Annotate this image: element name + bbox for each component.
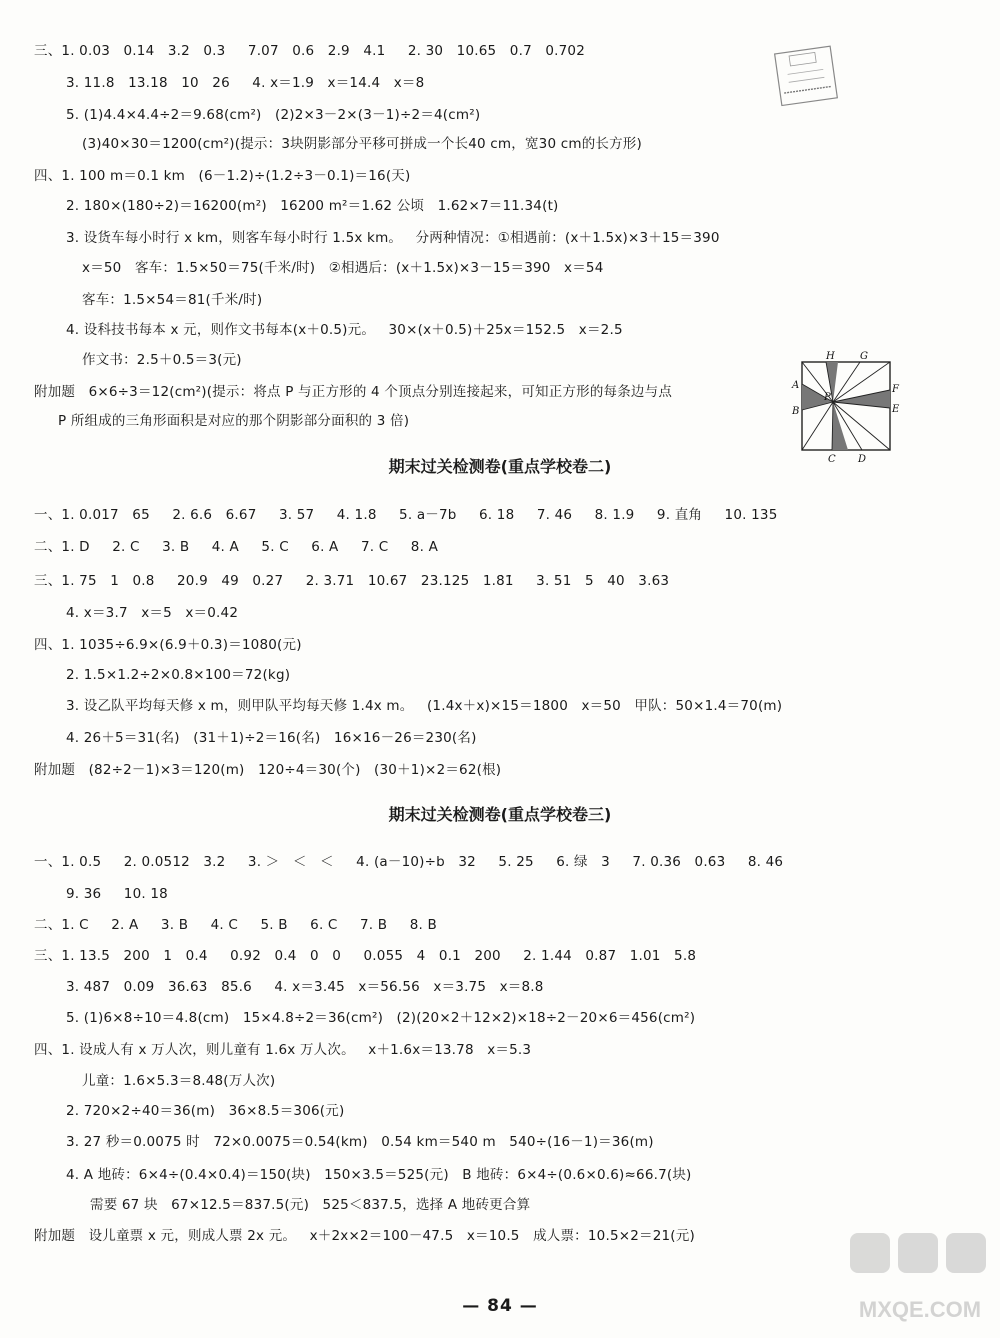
- answer-line: 三、1. 0.03 0.14 3.2 0.3 7.07 0.6 2.9 4.1 2. 30 10.65 0.7 0.702: [34, 43, 585, 59]
- answer-line: 4. 26＋5＝31(名) (31＋1)÷2＝16(名) 16×16－26＝230(名): [66, 730, 477, 746]
- stamp-icon: [760, 40, 850, 112]
- answer-line: 3. 487 0.09 36.63 85.6 4. x＝3.45 x＝56.56 x＝3.75 x＝8.8: [66, 979, 544, 995]
- figure-label: C: [828, 454, 836, 465]
- answer-line: 2. 1.5×1.2÷2×0.8×100＝72(kg): [66, 667, 291, 683]
- answer-line: 3. 设货车每小时行 x km，则客车每小时行 1.5x km。 分两种情况：①相遇前：(x＋1.5x)×3＋15＝390: [66, 230, 720, 246]
- answer-line: 三、1. 75 1 0.8 20.9 49 0.27 2. 3.71 10.67 23.125 1.8̇1̇ 3. 51 5 40 3.63: [34, 573, 670, 589]
- watermark-logo: [840, 1225, 1000, 1338]
- answer-line: 9. 36 10. 18: [66, 886, 168, 902]
- figure-label: D: [858, 454, 867, 465]
- figure-label: A: [792, 380, 800, 391]
- figure-label: G: [860, 351, 868, 362]
- answer-line: 5. (1)4.4×4.4÷2＝9.68(cm²) (2)2×3－2×(3－1)÷2＝4(cm²): [66, 107, 481, 123]
- answer-line: 附加题 6×6÷3＝12(cm²)(提示：将点 P 与正方形的 4 个顶点分别连接起来，可知正方形的每条边与点: [34, 384, 673, 400]
- answer-line: 四、1. 1035÷6.9×(6.9＋0.3)＝1080(元): [34, 637, 302, 653]
- answer-line: 需要 67 块 67×12.5＝837.5(元) 525＜837.5，选择 A 地砖更合算: [90, 1197, 531, 1213]
- figure-label: H: [826, 351, 835, 362]
- answer-line: 2. 180×(180÷2)＝16200(m²) 16200 m²＝1.62 公顷 1.62×7＝11.34(t): [66, 198, 559, 214]
- answer-line: 4. 设科技书每本 x 元，则作文书每本(x＋0.5)元。 30×(x＋0.5)＋25x＝152.5 x＝2.5: [66, 322, 623, 338]
- answer-line: 二、1. C 2. A 3. B 4. C 5. B 6. C 7. B 8. B: [34, 917, 437, 933]
- answer-line: 二、1. D 2. C 3. B 4. A 5. C 6. A 7. C 8. A: [34, 539, 439, 555]
- answer-line: 4. A 地砖：6×4÷(0.4×0.4)＝150(块) 150×3.5＝525(元) B 地砖：6×4÷(0.6×0.6)≈66.7(块): [66, 1167, 692, 1183]
- answer-line: 附加题 (82÷2－1)×3＝120(m) 120÷4＝30(个) (30＋1)×2＝62(根): [34, 762, 502, 778]
- answer-line: 4. x＝3.7 x＝5 x＝0.42: [66, 605, 239, 621]
- section-title: 期末过关检测卷(重点学校卷三): [388, 805, 612, 824]
- answer-line: 三、1. 13.5 200 1 0.4 0.92 0.4 0 0 0.055 4 0.1 200 2. 1.44 0.87 1.01 5.8: [34, 948, 697, 964]
- answer-line: 5. (1)6×8÷10＝4.8(cm) 15×4.8÷2＝36(cm²) (2)(20×2＋12×2)×18÷2－20×6＝456(cm²): [66, 1010, 696, 1026]
- figure-label: B: [792, 406, 800, 417]
- answer-line: 2. 720×2÷40＝36(m) 36×8.5＝306(元): [66, 1103, 345, 1119]
- answer-line: 3. 设乙队平均每天修 x m，则甲队平均每天修 1.4x m。 (1.4x＋x)×15＝1800 x＝50 甲队：50×1.4＝70(m): [66, 698, 783, 714]
- answer-line: 儿童：1.6×5.3＝8.48(万人次): [82, 1073, 276, 1089]
- answer-line: 四、1. 100 m＝0.1 km (6－1.2)÷(1.2÷3－0.1)＝16(天): [34, 168, 411, 184]
- figure-label: E: [892, 404, 900, 415]
- figure-label: F: [892, 384, 899, 395]
- answer-line: 一、1. 0.5 2. 0.0512 3.2 3. ＞ ＜ ＜ 4. (a－10)÷b 32 5. 25 6. 绿 3 7. 0.3̇6̇ 0.6̇3̇ 8. 46: [34, 854, 784, 870]
- answer-line: 附加题 设儿童票 x 元，则成人票 2x 元。 x＋2x×2＝100－47.5 x＝10.5 成人票：10.5×2＝21(元): [34, 1228, 695, 1244]
- answer-line: 3. 11.8 13.18 10 26 4. x＝1.9 x＝14.4 x＝8: [66, 75, 425, 91]
- answer-line: 作文书：2.5＋0.5＝3(元): [82, 352, 242, 368]
- answer-line: 3. 27 秒＝0.0075 时 72×0.0075＝0.54(km) 0.54 km＝540 m 540÷(16－1)＝36(m): [66, 1134, 654, 1150]
- figure-label: P: [824, 392, 831, 403]
- answer-line: 四、1. 设成人有 x 万人次，则儿童有 1.6x 万人次。 x＋1.6x＝13.78 x＝5.3: [34, 1042, 532, 1058]
- answer-line: x＝50 客车：1.5×50＝75(千米/时) ②相遇后：(x＋1.5x)×3－15＝390 x＝54: [82, 260, 604, 276]
- section-title: 期末过关检测卷(重点学校卷二): [388, 457, 612, 476]
- answer-line: P 所组成的三角形面积是对应的那个阴影部分面积的 3 倍): [58, 413, 410, 429]
- answer-line: 客车：1.5×54＝81(千米/时): [82, 292, 263, 308]
- watermark-text: MXQE.COM: [858, 1297, 982, 1322]
- answer-line: 一、1. 0.017 65 2. 6.6̇ 6.67 3. 57 4. 1.8 5. a－7b 6. 18 7. 46 8. 1.9 9. 直角 10. 135: [34, 507, 778, 523]
- square-diagram: [790, 350, 900, 465]
- page-number: — 84 —: [462, 1296, 538, 1316]
- answer-line: (3)40×30＝1200(cm²)(提示：3块阴影部分平移可拼成一个长40 cm，宽30 cm的长方形): [82, 136, 642, 152]
